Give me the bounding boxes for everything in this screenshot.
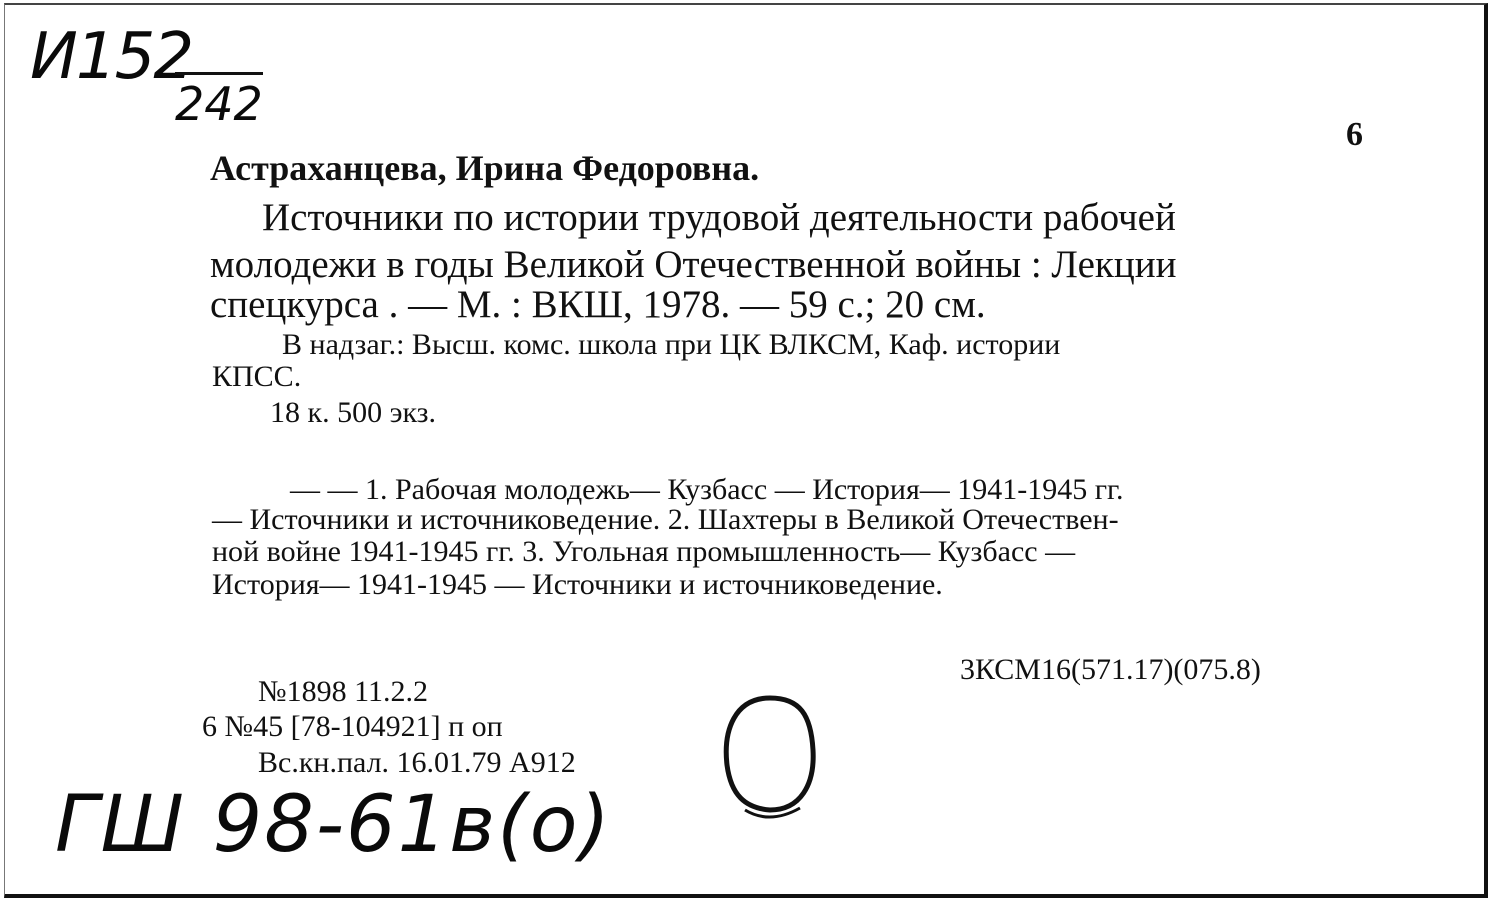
subject-line-4: История— 1941-1945 — Источники и источниковедение. [212, 568, 943, 601]
note-line-3: 18 к. 500 экз. [270, 396, 436, 429]
note-line-2: КПСС. [212, 360, 302, 393]
title-line-1: Источники по истории трудовой деятельности рабочей [262, 196, 1176, 239]
page-number: 6 [1346, 116, 1363, 153]
handwritten-call-number-fraction [175, 72, 263, 131]
handwritten-shelf-mark-text: ГШ 98-61в(о) [55, 780, 612, 870]
title-line-2: молодежи в годы Великой Отечественной войны : Лекции [210, 243, 1177, 286]
subject-line-3: ной войне 1941-1945 гг. 3. Угольная промышленность— Кузбасс — [212, 535, 1076, 568]
handwritten-fraction-text: 242 [175, 77, 263, 131]
handwritten-shelf-mark [55, 780, 612, 870]
meta-line-3: Вс.кн.пал. 16.01.79 А912 [258, 746, 576, 779]
oval-stamp-mark [715, 690, 825, 830]
meta-line-2: 6 №45 [78-104921] п оп [202, 710, 503, 743]
handwritten-call-number-main: И152 [30, 20, 193, 94]
classification-code: 3КСМ16(571.17)(075.8) [960, 653, 1261, 686]
meta-line-1: №1898 11.2.2 [258, 675, 429, 708]
author-heading: Астраханцева, Ирина Федоровна. [210, 148, 760, 188]
handwritten-call-number [30, 20, 192, 94]
subject-line-1: — — 1. Рабочая молодежь— Кузбасс — История— 1941-1945 гг. [290, 473, 1124, 506]
subject-line-2: — Источники и источниковедение. 2. Шахтеры в Великой Отечествен- [212, 503, 1119, 536]
note-line-1: В надзаг.: Высш. комс. школа при ЦК ВЛКСМ, Каф. истории [282, 328, 1061, 361]
title-line-3: спецкурса . — М. : ВКШ, 1978. — 59 с.; 20 см. [210, 283, 986, 326]
